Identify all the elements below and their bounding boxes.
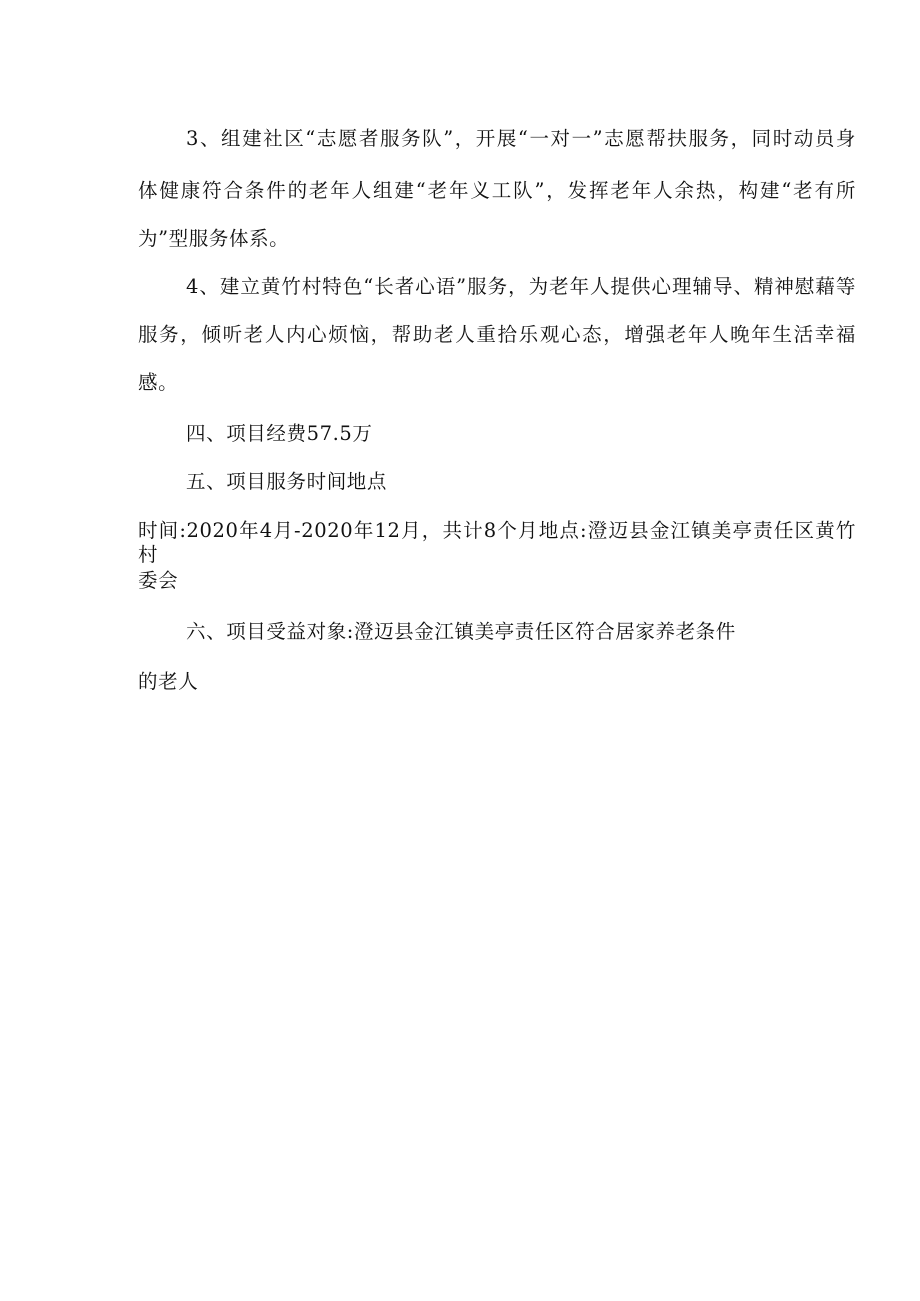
paragraph-3-line-1: 3、组建社区“志愿者服务队”，开展“一对一”志愿帮扶服务，同时动员身: [186, 127, 856, 150]
paragraph-3-line-3: 为”型服务体系。: [138, 227, 290, 250]
section-6-line-1: 六、项目受益对象:澄迈县金江镇美亭责任区符合居家养老条件: [186, 620, 736, 643]
section-5-heading: 五、项目服务时间地点: [186, 470, 388, 493]
paragraph-3-line-2: 体健康符合条件的老年人组建“老年义工队”，发挥老年人余热，构建“老有所: [138, 179, 856, 202]
paragraph-4-line-1: 4、建立黄竹村特色“长者心语”服务，为老年人提供心理辅导、精神慰藉等: [186, 275, 856, 298]
paragraph-4-line-2: 服务，倾听老人内心烦恼，帮助老人重拾乐观心态，增强老年人晚年生活幸福: [138, 323, 856, 346]
time-location-line-2: 委会: [138, 569, 179, 592]
paragraph-4-line-3: 感。: [138, 371, 179, 394]
time-location-line-1: 时间:2020年4月-2020年12月，共计8个月地点:澄迈县金江镇美亭责任区黄竹村: [138, 519, 856, 566]
section-4-heading: 四、项目经费57.5万: [186, 422, 373, 445]
section-6-line-2: 的老人: [138, 670, 199, 693]
